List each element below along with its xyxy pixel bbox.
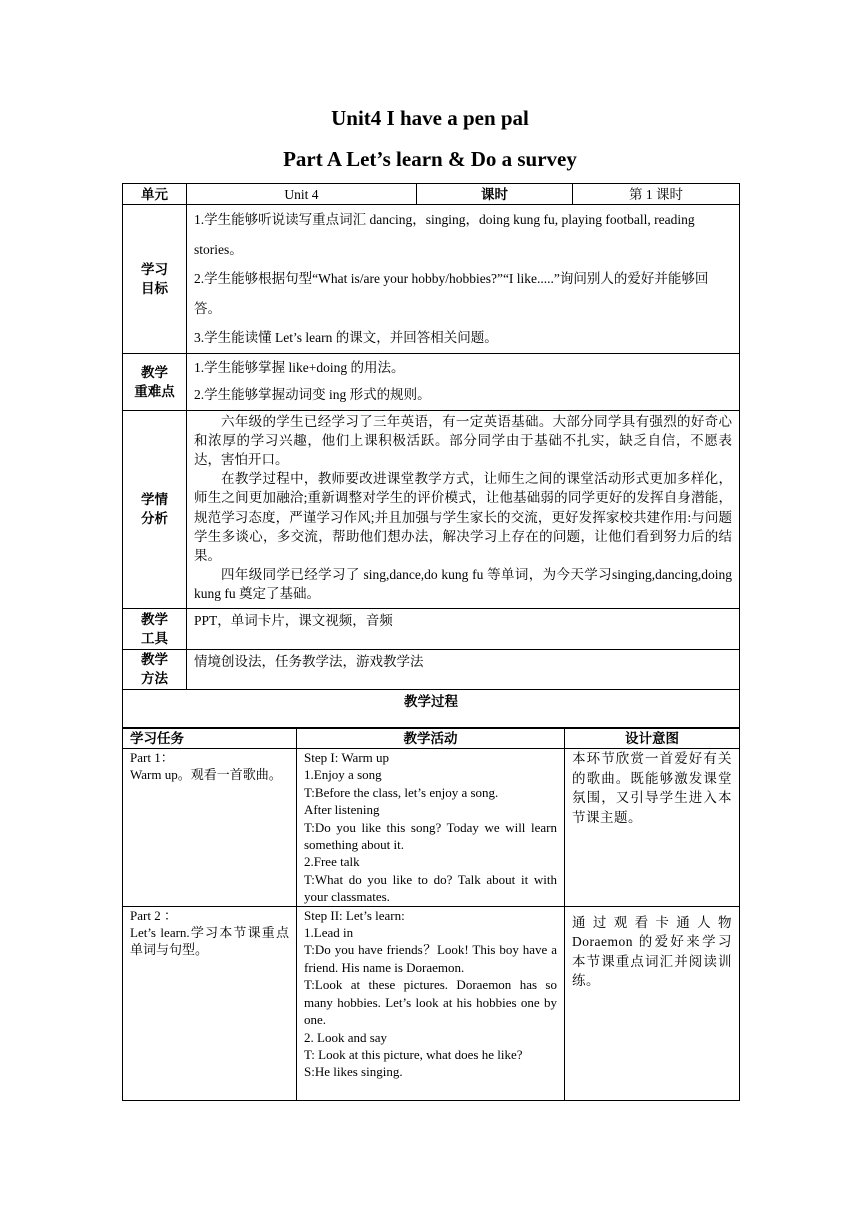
col-task-header: 学习任务 xyxy=(123,729,297,749)
methods-label: 教学 方法 xyxy=(123,649,187,689)
page-subtitle: Part A Let’s learn & Do a survey xyxy=(283,147,577,171)
objective-item: 1.学生能够听说读写重点词汇 dancing，singing，doing kung fu, playing football, reading stories。 xyxy=(194,212,695,257)
tools-content: PPT，单词卡片，课文视频，音频 xyxy=(187,608,740,649)
unit-label: 单元 xyxy=(123,184,187,205)
activity-cell: Step I: Warm up 1.Enjoy a song T:Before the class, let’s enjoy a song. After listening T:Do you like this song? Today we will learn something about it. 2.Free talk T:What do you like to do? Talk about it with your classmates. xyxy=(297,749,565,907)
process-table xyxy=(122,728,740,1101)
intent-cell: 通过观看卡通人物Doraemon 的爱好来学习本节课重点词汇并阅读训练。 xyxy=(565,906,740,1100)
activity-cell: Step II: Let’s learn: 1.Lead in T:Do you have friends？Look! This boy have a friend. His name is Doraemon. T:Look at these pictures. Doraemon has so many hobbies. Let’s look at his hobbies one by one. 2. Look and say T: Look at this picture, what does he like? S:He likes singing. xyxy=(297,906,565,1100)
tools-label: 教学 工具 xyxy=(123,608,187,649)
process-title: 教学过程 xyxy=(123,689,740,727)
analysis-paragraph: 六年级的学生已经学习了三年英语，有一定英语基础。大部分同学具有强烈的好奇心和浓厚的学习兴趣，他们上课积极活跃。部分同学由于基础不扎实，缺乏自信，不愿表达，害怕开口。 xyxy=(194,413,732,467)
task-cell: Part 1： Warm up。观看一首歌曲。 xyxy=(123,749,297,907)
analysis-paragraph: 在教学过程中，教师要改进课堂教学方式，让师生之间的课堂活动形式更加多样化，师生之间更加融洽;重新调整对学生的评价模式，让他基础弱的同学更好的发挥自身潜能，规范学习态度，严谨学习作风;并且加强与学生家长的交流，更好发挥家校共建作用:与问题学生多谈心，多交流，帮助他们想办法，解决学习上存在的问题，让他们看到努力后的结果。 xyxy=(194,471,732,563)
intent-cell: 本环节欣赏一首爱好有关的歌曲。既能够激发课堂氛围，又引导学生进入本节课主题。 xyxy=(565,749,740,907)
methods-content: 情境创设法，任务教学法，游戏教学法 xyxy=(187,649,740,689)
col-activity-header: 教学活动 xyxy=(297,729,565,749)
period-label: 课时 xyxy=(417,184,573,205)
objectives-content xyxy=(187,205,740,354)
page-title: Unit4 I have a pen pal xyxy=(331,106,529,130)
key-points-label: 教学 重难点 xyxy=(123,353,187,410)
key-point-item: 1.学生能够掌握 like+doing 的用法。 xyxy=(194,359,405,375)
objective-item: 2.学生能够根据句型“What is/are your hobby/hobbies?”“I like.....”询问别人的爱好并能够回答。 xyxy=(194,271,709,316)
key-points-content xyxy=(187,353,740,410)
analysis-paragraph: 四年级同学已经学习了 sing,dance,do kung fu 等单词，为今天学习singing,dancing,doing kung fu 奠定了基础。 xyxy=(194,567,732,602)
unit-value: Unit 4 xyxy=(187,184,417,205)
analysis-label: 学情 分析 xyxy=(123,410,187,608)
analysis-content xyxy=(187,410,740,608)
period-value: 第 1 课时 xyxy=(573,184,740,205)
task-cell: Part 2 ： Let’s learn.学习本节课重点单词与句型。 xyxy=(123,906,297,1100)
lesson-plan-table xyxy=(122,183,740,728)
objective-item: 3.学生能读懂 Let’s learn 的课文，并回答相关问题。 xyxy=(194,330,498,345)
key-point-item: 2.学生能够掌握动词变 ing 形式的规则。 xyxy=(194,386,431,402)
col-intent-header: 设计意图 xyxy=(565,729,740,749)
objectives-label: 学习 目标 xyxy=(123,205,187,354)
